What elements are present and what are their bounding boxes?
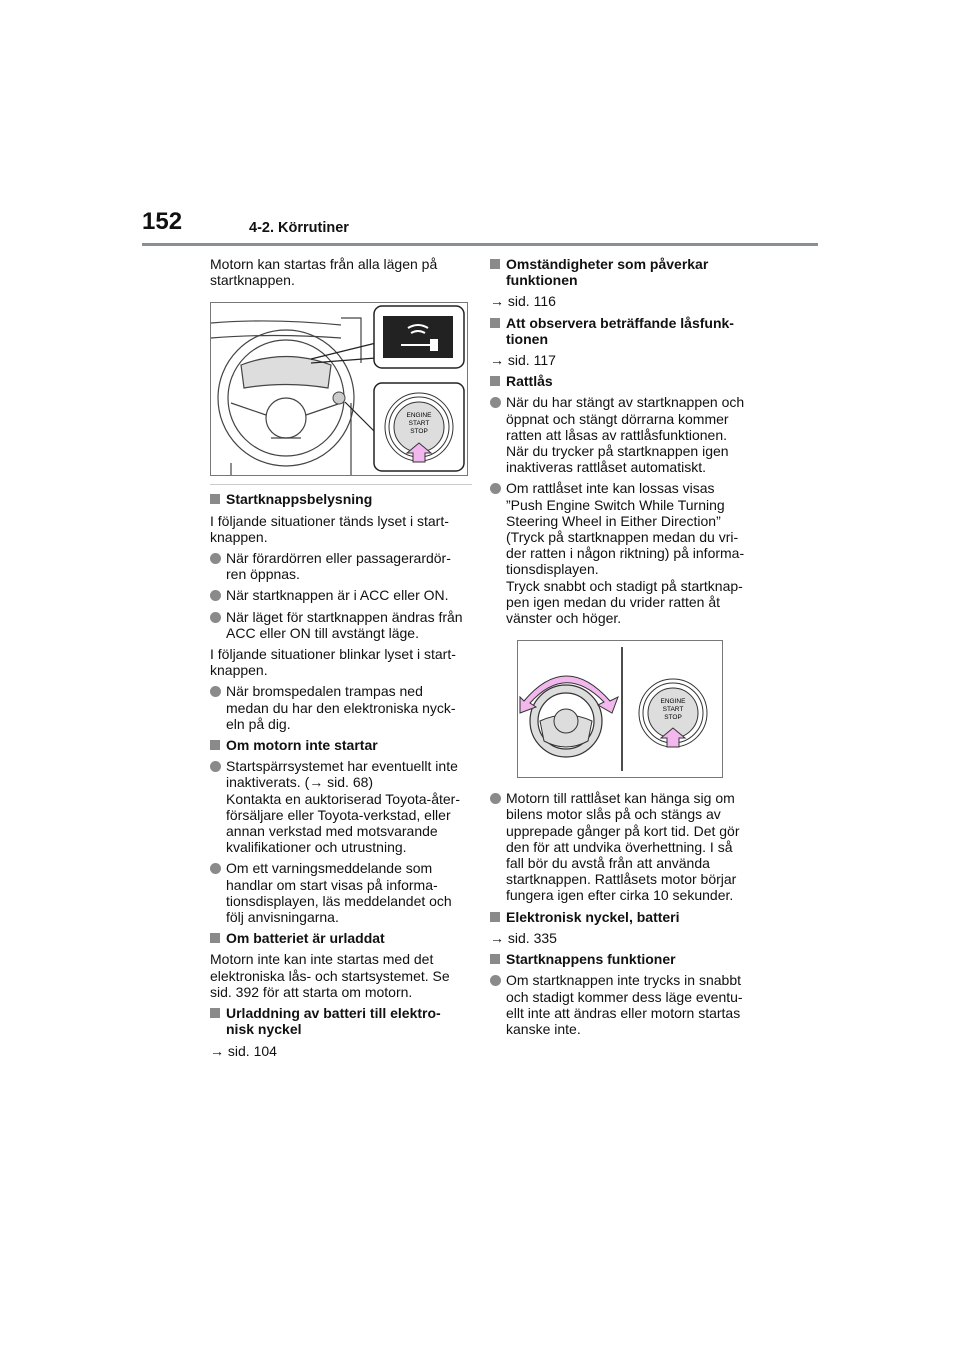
heading-urladdning-nyckel: Urladdning av batteri till elektro- nisk nyckel: [210, 1005, 472, 1037]
bullet-item: När förardörren eller passagerardör- ren öppnas.: [210, 550, 472, 582]
button-label-engine: ENGINE: [660, 698, 686, 706]
heading-square-icon: [490, 954, 500, 964]
page-reference-link[interactable]: → sid. 335: [490, 929, 557, 946]
right-column: [490, 256, 752, 1042]
bullet-icon: [210, 686, 221, 697]
paragraph: I följande situationer blinkar lyset i start- knappen.: [210, 646, 456, 679]
figure-dashboard-start-button: [210, 302, 468, 476]
button-label-engine: ENGINE: [406, 412, 432, 420]
heading-batteri-urladdat: Om batteriet är urladdat: [210, 930, 472, 946]
button-label-start: START: [662, 706, 684, 714]
page-reference-link[interactable]: → sid. 117: [490, 352, 556, 369]
bullet-icon: [490, 483, 501, 494]
figure-divider: [210, 484, 472, 485]
heading-startknappens-funktioner: Startknappens funktioner: [490, 951, 752, 967]
bullet-icon: [490, 397, 501, 408]
bullet-item: Om startknappen inte trycks in snabbt och stadigt kommer dess läge eventu- ellt inte att ändras eller motorn startas kanske inte.: [490, 972, 752, 1037]
heading-square-icon: [490, 259, 500, 269]
heading-square-icon: [210, 740, 220, 750]
bullet-icon: [210, 863, 221, 874]
bullet-item: Om ett varningsmeddelande som handlar om start visas på informa- tionsdisplayen, läs meddelandet och följ anvisningarna.: [210, 860, 472, 925]
bullet-icon: [210, 553, 221, 564]
heading-motor-startar-ej: Om motorn inte startar: [210, 737, 472, 753]
bullet-icon: [210, 761, 221, 772]
page-number: 152: [142, 208, 183, 235]
bullet-item: Startspärrsystemet har eventuellt inte inaktiverats. (→ sid. 68) Kontakta en auktoriserad Toyota-åter- försäljare eller Toyota-verkstad, eller annan verkstad med motsvarande kvalifikationer och utrustning.: [210, 758, 472, 855]
button-label-start: START: [408, 420, 430, 428]
dashboard-illustration: [211, 303, 467, 475]
steering-lock-illustration: [518, 641, 722, 777]
paragraph: Motorn inte kan inte startas med det elektroniska lås- och startsystemet. Se sid. 392 för att starta om motorn.: [210, 951, 450, 1000]
left-column: [210, 256, 472, 1064]
bullet-icon: [210, 612, 221, 623]
paragraph: I följande situationer tänds lyset i start- knappen.: [210, 512, 449, 545]
heading-nyckel-batteri: Elektronisk nyckel, batteri: [490, 909, 752, 925]
bullet-item: När bromspedalen trampas ned medan du har den elektroniska nyck- eln på dig.: [210, 683, 472, 732]
bullet-icon: [210, 590, 221, 601]
heading-square-icon: [490, 318, 500, 328]
bullet-item: När startknappen är i ACC eller ON.: [210, 587, 472, 603]
button-label-stop: STOP: [664, 714, 682, 722]
section-title: 4-2. Körrutiner: [249, 220, 349, 236]
bullet-item: Motorn till rattlåset kan hänga sig om bilens motor slås på och stängs av upprepade gånger på kort tid. Det gör den för att undvika överhettning. I så fall bör du avstå från att använda startknappen. Rattlåsets motor börjar fungera igen efter cirka 10 sekunder.: [490, 790, 752, 903]
bullet-item: När du har stängt av startknappen och öppnat och stängt dörrarna kommer ratten att låsas av rattlåsfunktionen. När du trycker på startknappen igen inaktiveras rattlåset automatiskt.: [490, 394, 752, 475]
button-label-stop: STOP: [410, 428, 428, 436]
heading-square-icon: [210, 1008, 220, 1018]
page-reference-link[interactable]: → sid. 104: [210, 1042, 277, 1059]
bullet-item: Om rattlåset inte kan lossas visas ”Push Engine Switch While Turning Steering Wheel in Either Direction” (Tryck på startknappen medan du vri- der ratten i någon riktning) på informa- tionsdisplayen. Tryck snabbt och stadigt på startknap- pen igen medan du vrider ratten åt vänster och höger.: [490, 480, 752, 626]
heading-square-icon: [490, 376, 500, 386]
bullet-item: När läget för startknappen ändras från ACC eller ON till avstängt läge.: [210, 609, 472, 641]
bullet-icon: [490, 975, 501, 986]
intro-text: Motorn kan startas från alla lägen på startknappen.: [210, 256, 438, 289]
figure-steering-lock: [517, 640, 723, 778]
heading-lasfunktion: Att observera beträffande låsfunk- tionen: [490, 315, 752, 347]
heading-square-icon: [210, 933, 220, 943]
header-rule: [142, 243, 818, 246]
bullet-icon: [490, 793, 501, 804]
heading-omstandigheter: Omständigheter som påverkar funktionen: [490, 256, 752, 288]
heading-startknappsbelysning: Startknappsbelysning: [210, 491, 472, 507]
heading-square-icon: [490, 912, 500, 922]
heading-square-icon: [210, 494, 220, 504]
page-reference-link[interactable]: → sid. 116: [490, 293, 556, 310]
heading-rattlas: Rattlås: [490, 373, 752, 389]
